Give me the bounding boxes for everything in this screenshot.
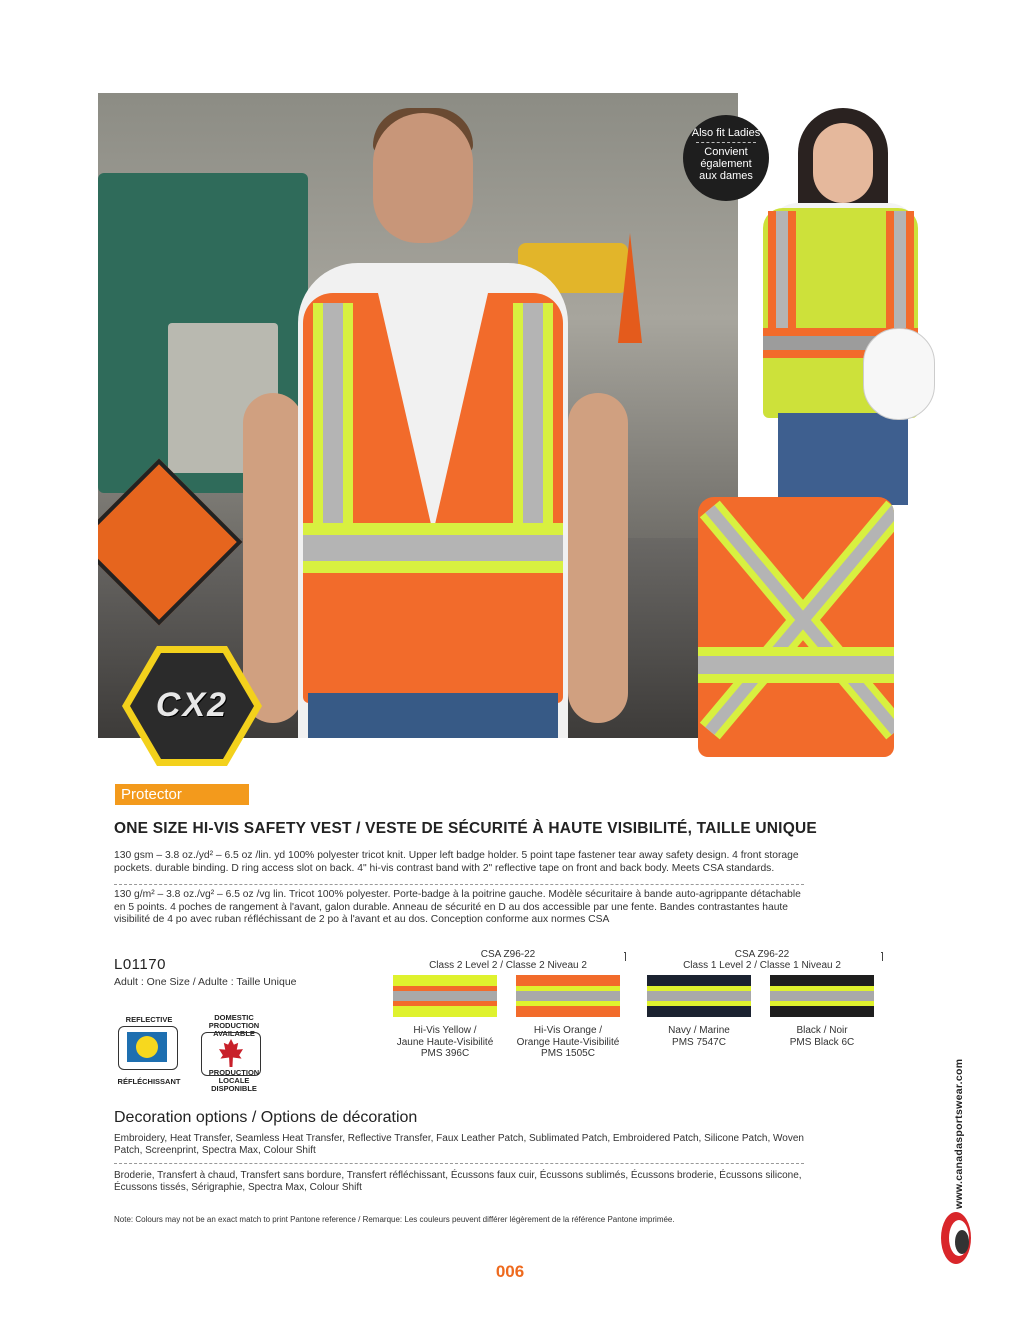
domestic-production-label: DOMESTIC PRODUCTION AVAILABLE <box>208 1013 260 1038</box>
brand-logo-icon <box>941 1212 971 1264</box>
website-url[interactable]: www.canadasportswear.com <box>953 1058 965 1209</box>
divider <box>114 1163 804 1164</box>
ladies-photo <box>738 93 960 505</box>
domestic-production-label-fr: PRODUCTION LOCALE DISPONIBLE <box>208 1068 260 1093</box>
description-en: 130 gsm – 3.8 oz./yd² – 6.5 oz /lin. yd 100% polyester tricot knit. Upper left badge holder. 5 point tape fastener tear away safety design. 4 front storage pockets. durable binding. D ring access slot on back. 4" hi-vis contrast band with 2" reflective tape on front and back body. Meets CSA standards. <box>114 850 799 874</box>
colour-name: Hi-Vis Orange / Orange Haute-Visibilité PMS 1505C <box>516 1025 620 1059</box>
ladies-fit-badge <box>683 115 769 201</box>
colour-swatch <box>516 975 620 1017</box>
colour-name: Black / Noir PMS Black 6C <box>789 1025 855 1048</box>
collection-tag: Protector <box>115 784 249 805</box>
page-number: 006 <box>495 1262 525 1281</box>
colour-name: Hi-Vis Yellow / Jaune Haute-Visibilité PMS 396C <box>396 1025 494 1059</box>
divider <box>114 884 804 885</box>
colour-note: Note: Colours may not be an exact match to print Pantone reference / Remarque: Les couleurs peuvent différer légèrement de la référence Pantone imprimée. <box>114 1215 675 1224</box>
reflective-label-fr: RÉFLÉCHISSANT <box>117 1077 181 1086</box>
hard-hat-icon <box>863 328 935 420</box>
badge-line-en: Also fit Ladies <box>691 127 761 139</box>
product-title: ONE SIZE HI-VIS SAFETY VEST / VESTE DE SÉCURITÉ À HAUTE VISIBILITÉ, TAILLE UNIQUE <box>114 820 817 837</box>
csa-class1-label: CSA Z96-22 Class 1 Level 2 / Classe 1 Niveau 2 <box>643 949 881 971</box>
decoration-options-fr: Broderie, Transfert à chaud, Transfert sans bordure, Transfert réfléchissant, Écussons faux cuir, Écussons sublimés, Écussons broderie, Écussons silicone, Écussons tissés, Sérigraphie, Spectra Max, Colour Shift <box>114 1170 802 1193</box>
description-fr: 130 g/m² – 3.8 oz./vg² – 6.5 oz /vg lin. Tricot 100% polyester. Porte-badge à la poitrine gauche. Modèle sécuritaire à bande auto-agrippante détachable en 5 points. 4 poches de rangement à l'avant, galon durable. Anneau de sécurité en D au dos accessible par une fente. Bandes contrastantes haute visibilité de 4 po avec ruban réfléchissant de 2 po à l'avant et au dos. Conception conforme aux normes CSA <box>114 889 801 925</box>
decoration-title: Decoration options / Options de décoration <box>114 1109 418 1126</box>
badge-line-fr: Convient également aux dames <box>699 146 753 182</box>
product-sizes: Adult : One Size / Adulte : Taille Unique <box>114 976 297 988</box>
decoration-options-en: Embroidery, Heat Transfer, Seamless Heat Transfer, Reflective Transfer, Faux Leather Patch, Sublimated Patch, Embroidered Patch, Silicone Patch, Woven Patch, Screenprint, Spectra Max, Colour Shift <box>114 1133 804 1156</box>
colour-swatch <box>770 975 874 1017</box>
vest-back-photo <box>698 497 894 757</box>
colour-swatch <box>393 975 497 1017</box>
reflective-icon <box>118 1026 178 1070</box>
hero-photo <box>98 93 742 738</box>
cx2-logo-text: CX2 <box>155 686 229 724</box>
colour-swatch <box>647 975 751 1017</box>
csa-class2-label: CSA Z96-22 Class 2 Level 2 / Classe 2 Niveau 2 <box>392 949 624 971</box>
colour-name: Navy / Marine PMS 7547C <box>668 1025 730 1048</box>
reflective-label: REFLECTIVE <box>125 1015 173 1024</box>
product-code: L01170 <box>114 956 166 973</box>
